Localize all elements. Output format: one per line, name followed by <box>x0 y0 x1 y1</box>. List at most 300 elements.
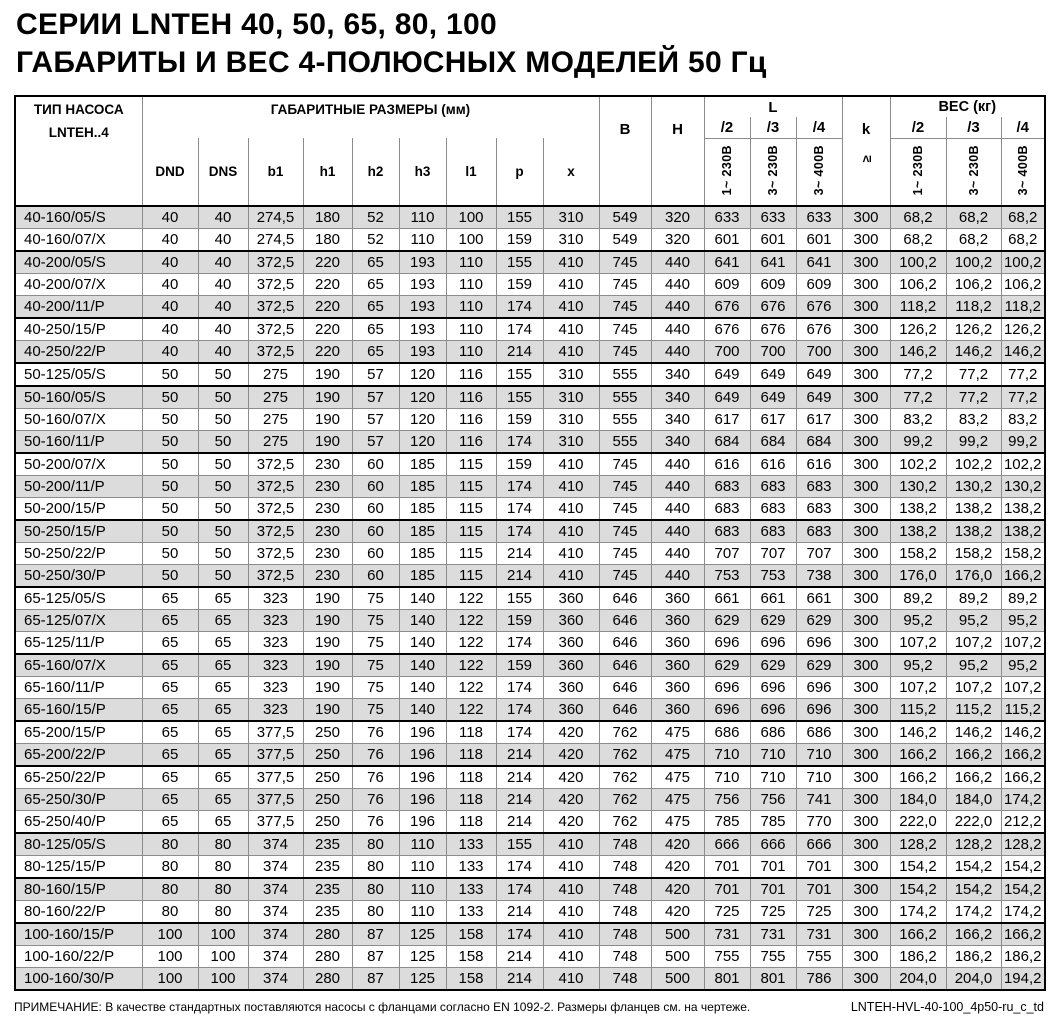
value-cell: 360 <box>543 587 599 610</box>
value-cell: 77,2 <box>946 386 1001 409</box>
value-cell: 140 <box>399 699 446 722</box>
value-cell: 80 <box>198 878 248 901</box>
model-cell: 50-200/15/P <box>15 498 142 521</box>
value-cell: 377,5 <box>248 811 303 834</box>
value-cell: 107,2 <box>890 677 946 699</box>
value-cell: 475 <box>651 789 704 811</box>
value-cell: 166,2 <box>946 744 1001 767</box>
value-cell: 77,2 <box>890 363 946 386</box>
value-cell: 154,2 <box>1001 856 1045 879</box>
value-cell: 274,5 <box>248 206 303 229</box>
value-cell: 707 <box>704 543 750 565</box>
value-cell: 40 <box>142 296 198 319</box>
value-cell: 40 <box>198 229 248 252</box>
value-cell: 310 <box>543 229 599 252</box>
value-cell: 214 <box>496 968 543 991</box>
value-cell: 440 <box>651 318 704 341</box>
value-cell: 696 <box>796 632 842 655</box>
value-cell: 196 <box>399 789 446 811</box>
value-cell: 410 <box>543 856 599 879</box>
value-cell: 617 <box>750 409 796 431</box>
value-cell: 609 <box>796 274 842 296</box>
value-cell: 50 <box>198 543 248 565</box>
value-cell: 194,2 <box>1001 968 1045 991</box>
value-cell: 222,0 <box>890 811 946 834</box>
value-cell: 146,2 <box>890 341 946 364</box>
value-cell: 683 <box>704 498 750 521</box>
value-cell: 300 <box>842 901 890 924</box>
value-cell: 300 <box>842 833 890 856</box>
value-cell: 115,2 <box>890 699 946 722</box>
value-cell: 410 <box>543 878 599 901</box>
col-p-header: p <box>496 138 543 206</box>
value-cell: 146,2 <box>1001 341 1045 364</box>
value-cell: 185 <box>399 565 446 588</box>
value-cell: 377,5 <box>248 766 303 789</box>
value-cell: 65 <box>198 789 248 811</box>
value-cell: 138,2 <box>890 520 946 543</box>
value-cell: 140 <box>399 632 446 655</box>
value-cell: 115,2 <box>946 699 1001 722</box>
col-h1-header: h1 <box>303 138 352 206</box>
value-cell: 166,2 <box>1001 923 1045 946</box>
value-cell: 609 <box>750 274 796 296</box>
value-cell: 100,2 <box>1001 251 1045 274</box>
value-cell: 300 <box>842 587 890 610</box>
value-cell: 40 <box>142 341 198 364</box>
value-cell: 65 <box>352 341 399 364</box>
value-cell: 230 <box>303 453 352 476</box>
value-cell: 50 <box>142 386 198 409</box>
value-cell: 115 <box>446 453 496 476</box>
value-cell: 420 <box>543 766 599 789</box>
value-cell: 762 <box>599 811 651 834</box>
value-cell: 555 <box>599 409 651 431</box>
value-cell: 676 <box>704 296 750 319</box>
model-cell: 50-160/07/X <box>15 409 142 431</box>
value-cell: 100 <box>142 946 198 968</box>
value-cell: 50 <box>142 498 198 521</box>
value-cell: 100,2 <box>890 251 946 274</box>
value-cell: 118 <box>446 766 496 789</box>
value-cell: 549 <box>599 229 651 252</box>
value-cell: 755 <box>704 946 750 968</box>
value-cell: 683 <box>750 498 796 521</box>
value-cell: 115 <box>446 543 496 565</box>
value-cell: 686 <box>750 721 796 744</box>
value-cell: 185 <box>399 543 446 565</box>
table-row <box>15 498 1045 521</box>
value-cell: 174 <box>496 699 543 722</box>
table-row <box>15 878 1045 901</box>
value-cell: 360 <box>651 654 704 677</box>
value-cell: 440 <box>651 543 704 565</box>
value-cell: 300 <box>842 206 890 229</box>
value-cell: 77,2 <box>1001 363 1045 386</box>
value-cell: 190 <box>303 587 352 610</box>
value-cell: 80 <box>142 901 198 924</box>
value-cell: 174,2 <box>946 901 1001 924</box>
value-cell: 68,2 <box>1001 206 1045 229</box>
value-cell: 420 <box>651 856 704 879</box>
value-cell: 214 <box>496 811 543 834</box>
value-cell: 118 <box>446 811 496 834</box>
value-cell: 110 <box>399 833 446 856</box>
value-cell: 193 <box>399 251 446 274</box>
value-cell: 420 <box>543 789 599 811</box>
value-cell: 748 <box>599 901 651 924</box>
value-cell: 57 <box>352 409 399 431</box>
value-cell: 410 <box>543 476 599 498</box>
value-cell: 377,5 <box>248 789 303 811</box>
weight-sub-3-header: /3 <box>946 117 1001 138</box>
table-row <box>15 677 1045 699</box>
model-cell: 65-125/07/X <box>15 610 142 632</box>
value-cell: 710 <box>796 766 842 789</box>
col-h3-header: h3 <box>399 138 446 206</box>
value-cell: 65 <box>352 296 399 319</box>
value-cell: 138,2 <box>1001 498 1045 521</box>
value-cell: 280 <box>303 923 352 946</box>
table-row <box>15 386 1045 409</box>
value-cell: 360 <box>543 610 599 632</box>
value-cell: 60 <box>352 453 399 476</box>
value-cell: 110 <box>446 274 496 296</box>
value-cell: 753 <box>704 565 750 588</box>
table-row <box>15 923 1045 946</box>
model-cell: 50-250/15/P <box>15 520 142 543</box>
value-cell: 372,5 <box>248 498 303 521</box>
value-cell: 440 <box>651 453 704 476</box>
value-cell: 753 <box>750 565 796 588</box>
value-cell: 696 <box>796 677 842 699</box>
value-cell: 65 <box>142 721 198 744</box>
value-cell: 707 <box>796 543 842 565</box>
value-cell: 40 <box>198 251 248 274</box>
model-cell: 65-125/11/P <box>15 632 142 655</box>
value-cell: 683 <box>796 498 842 521</box>
value-cell: 166,2 <box>1001 744 1045 767</box>
value-cell: 756 <box>750 789 796 811</box>
value-cell: 65 <box>198 699 248 722</box>
value-cell: 633 <box>796 206 842 229</box>
value-cell: 100,2 <box>946 251 1001 274</box>
value-cell: 275 <box>248 431 303 454</box>
value-cell: 731 <box>796 923 842 946</box>
value-cell: 300 <box>842 654 890 677</box>
value-cell: 601 <box>750 229 796 252</box>
value-cell: 95,2 <box>1001 654 1045 677</box>
col-x-header: x <box>543 138 599 206</box>
table-row <box>15 341 1045 364</box>
value-cell: 185 <box>399 520 446 543</box>
value-cell: 649 <box>750 386 796 409</box>
value-cell: 323 <box>248 610 303 632</box>
value-cell: 120 <box>399 386 446 409</box>
value-cell: 193 <box>399 341 446 364</box>
value-cell: 95,2 <box>890 654 946 677</box>
value-cell: 65 <box>142 811 198 834</box>
weight-sub-2-header: /2 <box>890 117 946 138</box>
model-cell: 80-160/22/P <box>15 901 142 924</box>
model-cell: 50-250/22/P <box>15 543 142 565</box>
value-cell: 50 <box>198 386 248 409</box>
value-cell: 372,5 <box>248 543 303 565</box>
value-cell: 159 <box>496 654 543 677</box>
value-cell: 174 <box>496 721 543 744</box>
weight-group-header: ВЕС (кг) <box>890 96 1045 117</box>
value-cell: 122 <box>446 677 496 699</box>
value-cell: 80 <box>142 833 198 856</box>
value-cell: 340 <box>651 409 704 431</box>
value-cell: 646 <box>599 632 651 655</box>
value-cell: 410 <box>543 520 599 543</box>
value-cell: 725 <box>796 901 842 924</box>
pump-type-header <box>15 96 142 206</box>
table-row <box>15 587 1045 610</box>
value-cell: 300 <box>842 856 890 879</box>
value-cell: 115,2 <box>1001 699 1045 722</box>
value-cell: 683 <box>750 520 796 543</box>
value-cell: 629 <box>704 654 750 677</box>
value-cell: 65 <box>198 587 248 610</box>
value-cell: 500 <box>651 923 704 946</box>
value-cell: 185 <box>399 476 446 498</box>
value-cell: 125 <box>399 946 446 968</box>
value-cell: 555 <box>599 386 651 409</box>
model-cell: 50-160/11/P <box>15 431 142 454</box>
value-cell: 155 <box>496 587 543 610</box>
value-cell: 95,2 <box>890 610 946 632</box>
value-cell: 629 <box>750 610 796 632</box>
value-cell: 65 <box>142 699 198 722</box>
col-b-header: B <box>599 96 651 206</box>
value-cell: 118,2 <box>946 296 1001 319</box>
value-cell: 785 <box>750 811 796 834</box>
value-cell: 609 <box>704 274 750 296</box>
value-cell: 128,2 <box>890 833 946 856</box>
value-cell: 214 <box>496 565 543 588</box>
value-cell: 80 <box>352 878 399 901</box>
table-row <box>15 363 1045 386</box>
value-cell: 214 <box>496 341 543 364</box>
value-cell: 180 <box>303 206 352 229</box>
value-cell: 420 <box>543 744 599 767</box>
value-cell: 50 <box>142 520 198 543</box>
value-cell: 102,2 <box>890 453 946 476</box>
value-cell: 745 <box>599 476 651 498</box>
value-cell: 748 <box>599 856 651 879</box>
value-cell: 186,2 <box>890 946 946 968</box>
value-cell: 193 <box>399 296 446 319</box>
table-row <box>15 476 1045 498</box>
value-cell: 666 <box>704 833 750 856</box>
value-cell: 65 <box>142 766 198 789</box>
value-cell: 745 <box>599 341 651 364</box>
value-cell: 601 <box>704 229 750 252</box>
value-cell: 174 <box>496 318 543 341</box>
value-cell: 320 <box>651 206 704 229</box>
value-cell: 374 <box>248 946 303 968</box>
value-cell: 646 <box>599 587 651 610</box>
value-cell: 68,2 <box>946 229 1001 252</box>
value-cell: 50 <box>142 409 198 431</box>
value-cell: 110 <box>446 341 496 364</box>
value-cell: 340 <box>651 431 704 454</box>
value-cell: 700 <box>704 341 750 364</box>
value-cell: 166,2 <box>946 766 1001 789</box>
value-cell: 230 <box>303 476 352 498</box>
value-cell: 128,2 <box>946 833 1001 856</box>
value-cell: 116 <box>446 409 496 431</box>
value-cell: 410 <box>543 901 599 924</box>
weight-voltage-1-230-header: 1~ 230В <box>890 138 946 206</box>
value-cell: 65 <box>198 654 248 677</box>
value-cell: 755 <box>750 946 796 968</box>
model-cell: 100-160/30/P <box>15 968 142 991</box>
value-cell: 50 <box>198 409 248 431</box>
value-cell: 731 <box>750 923 796 946</box>
value-cell: 440 <box>651 476 704 498</box>
table-row <box>15 789 1045 811</box>
value-cell: 118,2 <box>1001 296 1045 319</box>
table-row <box>15 946 1045 968</box>
value-cell: 40 <box>142 251 198 274</box>
value-cell: 130,2 <box>946 476 1001 498</box>
value-cell: 76 <box>352 721 399 744</box>
value-cell: 155 <box>496 206 543 229</box>
value-cell: 222,0 <box>946 811 1001 834</box>
value-cell: 323 <box>248 587 303 610</box>
value-cell: 676 <box>750 318 796 341</box>
length-sub-4-header: /4 <box>796 117 842 138</box>
value-cell: 146,2 <box>1001 721 1045 744</box>
value-cell: 745 <box>599 520 651 543</box>
value-cell: 155 <box>496 833 543 856</box>
value-cell: 748 <box>599 946 651 968</box>
value-cell: 110 <box>399 206 446 229</box>
value-cell: 696 <box>704 632 750 655</box>
value-cell: 300 <box>842 296 890 319</box>
value-cell: 190 <box>303 610 352 632</box>
value-cell: 377,5 <box>248 721 303 744</box>
value-cell: 214 <box>496 901 543 924</box>
value-cell: 125 <box>399 968 446 991</box>
table-row <box>15 766 1045 789</box>
model-cell: 65-125/05/S <box>15 587 142 610</box>
value-cell: 762 <box>599 744 651 767</box>
value-cell: 710 <box>704 766 750 789</box>
value-cell: 300 <box>842 811 890 834</box>
value-cell: 190 <box>303 677 352 699</box>
value-cell: 500 <box>651 968 704 991</box>
value-cell: 235 <box>303 878 352 901</box>
value-cell: 68,2 <box>890 229 946 252</box>
length-voltage-3-230-header: 3~ 230В <box>750 138 796 206</box>
model-cell: 80-160/15/P <box>15 878 142 901</box>
value-cell: 649 <box>704 363 750 386</box>
value-cell: 107,2 <box>946 632 1001 655</box>
model-cell: 65-200/15/P <box>15 721 142 744</box>
value-cell: 300 <box>842 565 890 588</box>
model-cell: 50-125/05/S <box>15 363 142 386</box>
col-l1-header: l1 <box>446 138 496 206</box>
value-cell: 696 <box>750 632 796 655</box>
value-cell: 696 <box>750 677 796 699</box>
value-cell: 65 <box>198 721 248 744</box>
value-cell: 50 <box>142 363 198 386</box>
value-cell: 50 <box>142 476 198 498</box>
value-cell: 676 <box>796 318 842 341</box>
value-cell: 741 <box>796 789 842 811</box>
model-cell: 50-160/05/S <box>15 386 142 409</box>
value-cell: 475 <box>651 811 704 834</box>
value-cell: 115 <box>446 565 496 588</box>
value-cell: 50 <box>142 431 198 454</box>
value-cell: 274,5 <box>248 229 303 252</box>
col-h-header: H <box>651 96 704 206</box>
value-cell: 440 <box>651 251 704 274</box>
value-cell: 300 <box>842 968 890 991</box>
value-cell: 174 <box>496 632 543 655</box>
value-cell: 684 <box>750 431 796 454</box>
value-cell: 107,2 <box>890 632 946 655</box>
value-cell: 360 <box>651 677 704 699</box>
value-cell: 95,2 <box>946 654 1001 677</box>
value-cell: 76 <box>352 789 399 811</box>
table-row <box>15 744 1045 767</box>
value-cell: 118,2 <box>890 296 946 319</box>
value-cell: 204,0 <box>890 968 946 991</box>
value-cell: 555 <box>599 363 651 386</box>
value-cell: 185 <box>399 498 446 521</box>
value-cell: 159 <box>496 229 543 252</box>
value-cell: 190 <box>303 431 352 454</box>
value-cell: 80 <box>142 856 198 879</box>
value-cell: 99,2 <box>1001 431 1045 454</box>
table-row <box>15 699 1045 722</box>
value-cell: 40 <box>142 318 198 341</box>
value-cell: 50 <box>198 476 248 498</box>
value-cell: 193 <box>399 318 446 341</box>
value-cell: 50 <box>198 565 248 588</box>
value-cell: 107,2 <box>1001 632 1045 655</box>
value-cell: 110 <box>446 318 496 341</box>
value-cell: 701 <box>704 856 750 879</box>
value-cell: 300 <box>842 946 890 968</box>
value-cell: 300 <box>842 229 890 252</box>
value-cell: 235 <box>303 901 352 924</box>
value-cell: 57 <box>352 363 399 386</box>
value-cell: 190 <box>303 699 352 722</box>
model-cell: 40-250/22/P <box>15 341 142 364</box>
value-cell: 220 <box>303 296 352 319</box>
value-cell: 159 <box>496 610 543 632</box>
value-cell: 300 <box>842 431 890 454</box>
value-cell: 360 <box>651 632 704 655</box>
value-cell: 190 <box>303 409 352 431</box>
value-cell: 184,0 <box>890 789 946 811</box>
value-cell: 745 <box>599 565 651 588</box>
value-cell: 762 <box>599 766 651 789</box>
value-cell: 410 <box>543 251 599 274</box>
value-cell: 50 <box>198 498 248 521</box>
table-row <box>15 229 1045 252</box>
length-voltage-3-400-header: 3~ 400В <box>796 138 842 206</box>
value-cell: 40 <box>198 296 248 319</box>
value-cell: 100 <box>142 923 198 946</box>
model-cell: 65-250/22/P <box>15 766 142 789</box>
